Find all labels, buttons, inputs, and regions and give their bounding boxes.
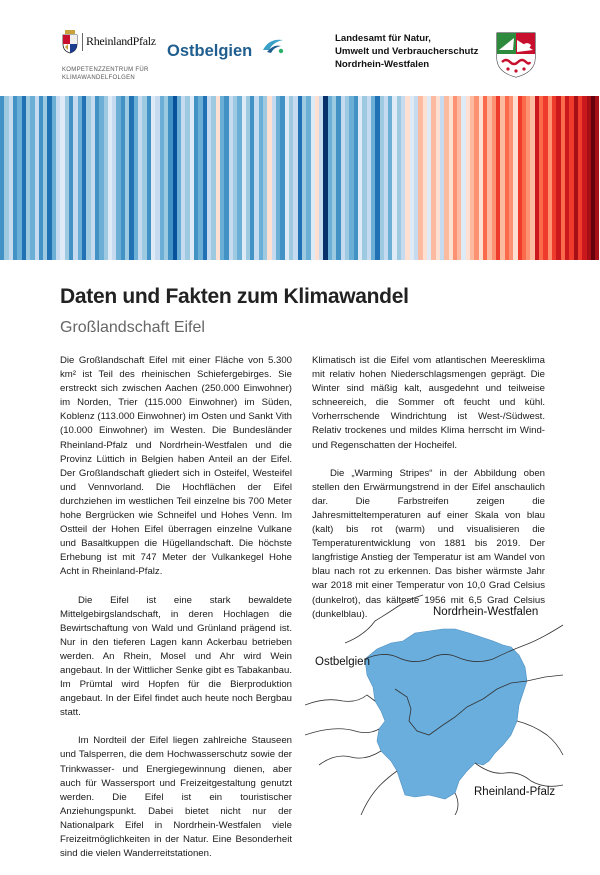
warming-stripes	[0, 96, 600, 260]
page-subtitle: Großlandschaft Eifel	[60, 319, 205, 336]
lanuv-logo-text	[335, 32, 485, 71]
ostbelgien-swirl-icon	[261, 36, 285, 56]
paragraph: Die Großlandschaft Eifel mit einer Fläche von 5.300 km² ist Teil des rheinischen Schiefergebirges. Sie erstreckt sich zwischen Aachen (250.000 Einwohner) im Norden, Trier (115.000 Einwohner) im Süden, Koblenz (113.000 Einwohner) im Osten und Sankt Vith (10.000 Einwohner) im Westen. Die Bundesländer Rheinland-Pfalz und Nordrhein-Westfalen und die Provinz Lüttich in Belgien haben Anteil an der Eifel. Der Großlandschaft gliedert sich in Osteifel, Westeifel und Vennvorland. Die Hochflächen der Eifel durchziehen im westlichen Teil einzelne bis 700 Meter hohe Bergrücken wie Schneifel und Hohes Venn. Im Ostteil der Hohen Eifel überragen einzelne Vulkane und Basaltkuppen die Hügellandschaft. Die höchste Erhebung ist mit 747 Meter der Vulkankegel Hohe Acht in Rheinland-Pfalz.	[60, 355, 292, 578]
eifel-region-map	[305, 585, 565, 815]
paragraph: Klimatisch ist die Eifel vom atlantischen Meeresklima mit relativ hohen Niederschlagsmengen geprägt. Die Winter sind mäßig kalt, ausgedehnt und teilweise schneereich, die Sommer oft feucht und kühl. Vorherrschende Windrichtung ist West-/Südwest. Relativ trockenes und mildes Klima herrscht im Wind- und Regenschatten der Hocheifel.	[312, 355, 545, 451]
paragraph: Die „Warming Stripes“ in der Abbildung oben stellen den Erwärmungstrend in der Eifel anschaulich dar. Die Farbstreifen zeigen die Jahresmitteltemperaturen auf einer Skala von blau (kalt) bis rot (warm) und visualisieren die Temperaturentwicklung von 1881 bis 2019. Der langfristige Anstieg der Temperatur ist am Wandel von blau nach rot zu erkennen. Das bisher wärmste Jahr war 2018 mit einer Temperatur von 10,0 Grad Celsius (dunkelrot), das kälteste 1956 mit 6,5 Grad Celsius (dunkelblau).	[312, 467, 545, 620]
ostbelgien-wordmark: Ostbelgien	[167, 42, 253, 60]
page-title: Daten und Fakten zum Klimawandel	[60, 285, 409, 308]
map-label-rheinland-pfalz: Rheinland-Pfalz	[474, 786, 556, 798]
warming-stripe	[595, 96, 599, 260]
map-label-ostbelgien: Ostbelgien	[315, 656, 370, 668]
rlp-crest-icon	[62, 30, 78, 54]
lanuv-line-1: Landesamt für Natur,	[335, 33, 431, 44]
page-header	[0, 0, 600, 96]
lanuv-line-3: Nordrhein-Westfalen	[335, 59, 430, 70]
text-column-left	[60, 354, 292, 875]
ostbelgien-logo	[167, 36, 297, 68]
map-label-nrw: Nordrhein-Westfalen	[433, 606, 539, 618]
lanuv-line-2: Umwelt und Verbraucherschutz	[335, 46, 479, 57]
rlp-subtitle: KOMPETENZZENTRUM FÜR KLIMAWANDELFOLGEN	[62, 67, 149, 81]
rheinland-pfalz-logo	[62, 30, 162, 82]
rlp-divider	[82, 33, 83, 51]
paragraph: Im Nordteil der Eifel liegen zahlreiche Stauseen und Talsperren, die dem Hochwasserschutz sowie der Trinkwasser- und Energiegewinnung dienen, aber auch für Wassersport und Freizeitgestaltung genutzt werden. Die Eifel ist ein touristischer Anziehungspunkt. Dabei bietet nicht nur der Nationalpark Eifel in Nordrhein-Westfalen viele Freizeitmöglichkeiten in der Natur. Eine Besonderheit sind die vielen Wanderreitstationen.	[60, 735, 292, 860]
paragraph: Die Eifel ist eine stark bewaldete Mittelgebirgslandschaft, in deren Hochlagen die Bewirtschaftung von Wald und Grünland prägend ist. Nur in den tieferen Lagen kann Ackerbau betrieben werden. An Rhein, Mosel und Ahr wird Wein angebaut. In der Wittlicher Senke gibt es Tabakanbau. Im Prümtal wird Hopfen für die Bierproduktion angebaut. In der Eifel findet auch heute noch Bergbau statt.	[60, 594, 292, 719]
rlp-wordmark: RheinlandPfalz	[86, 34, 156, 48]
nrw-crest-icon	[496, 32, 536, 78]
